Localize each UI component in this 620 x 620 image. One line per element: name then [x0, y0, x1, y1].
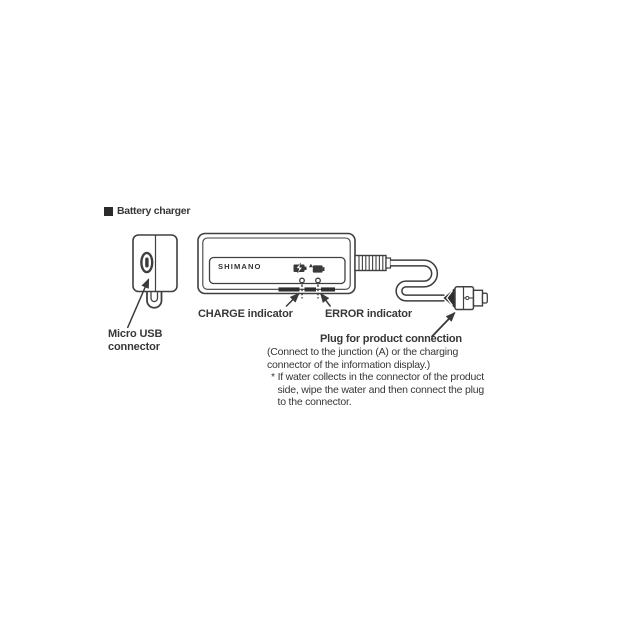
micro-usb-label-line1: Micro USB — [108, 328, 163, 340]
error-led — [316, 278, 321, 283]
plug-note-line1: (Connect to the junction (A) or the charging — [267, 346, 459, 358]
cable-strain-relief — [355, 256, 391, 271]
plug-note-line3: * If water collects in the connector of the product — [271, 371, 484, 384]
section-title: Battery charger — [117, 205, 191, 217]
plug-prong — [147, 292, 162, 308]
plug-note-title: Plug for product connection — [320, 333, 462, 345]
plug-note-line5: to the connector. — [277, 396, 352, 409]
micro-usb-device — [133, 235, 177, 308]
error-indicator-label: ERROR indicator — [325, 308, 412, 320]
micro-usb-label-line2: connector — [108, 341, 160, 353]
charging-cable — [391, 263, 445, 298]
error-indicator-arrow — [321, 294, 331, 307]
brand-logo: SHIMANO — [218, 262, 262, 271]
section-header — [104, 204, 190, 218]
plug-note-body — [267, 346, 484, 409]
section-marker-icon — [104, 207, 113, 216]
product-plug — [444, 287, 488, 310]
micro-usb-connector-label — [108, 328, 162, 354]
charge-indicator-arrow — [286, 294, 299, 307]
plug-note-line4: side, wipe the water and then connect the plug — [277, 383, 484, 396]
charger-base-marks — [279, 287, 336, 291]
plug-note-line2: connector of the information display.) — [267, 358, 431, 371]
charge-led — [300, 278, 305, 283]
charge-indicator-label: CHARGE indicator — [198, 308, 293, 320]
